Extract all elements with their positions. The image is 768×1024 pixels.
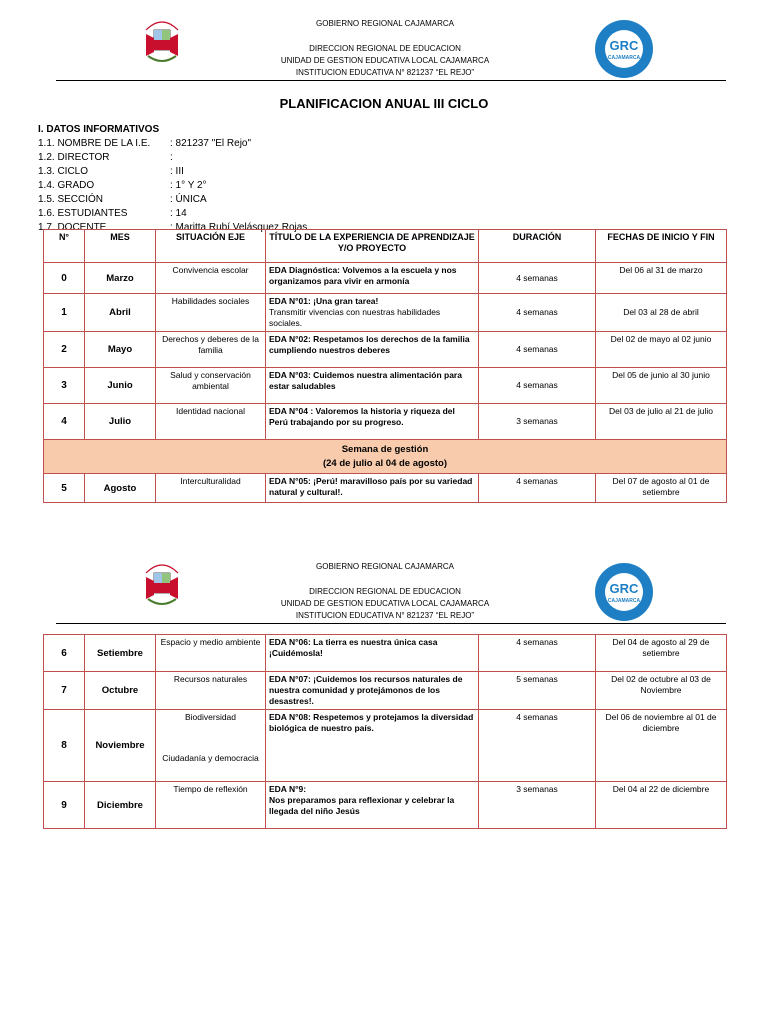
header-direccion: DIRECCION REGIONAL DE EDUCACION [309, 587, 461, 596]
peru-crest-icon [140, 16, 184, 64]
datos-row: 1.7. DOCENTE : Maritta Rubí Velásquez Rojas. [38, 222, 311, 233]
ugel-logo-icon [594, 562, 654, 622]
svg-text:CAJAMARCA: CAJAMARCA [607, 55, 641, 61]
gestion-dates: (24 de julio al 04 de agosto) [322, 457, 448, 469]
header-ugel: UNIDAD DE GESTION EDUCATIVA LOCAL CAJAMARCA [280, 599, 490, 608]
table-row: 3 Junio Salud y conservación ambiental EDA N°03: Cuidemos nuestra alimentación para estar saludables 4 semanas Del 05 de junio al 30 junio [44, 368, 727, 404]
header-gobierno: GOBIERNO REGIONAL CAJAMARCA [316, 19, 454, 28]
page2-header [0, 557, 768, 627]
table-header-row [44, 230, 727, 263]
table-row: 8 Noviembre Biodiversidad Ciudadanía y democracia EDA N°08: Respetemos y protejamos la diversidad biológica de nuestro país. 4 semanas Del 06 de noviembre al 01 de diciembre [44, 710, 727, 782]
table-row: 6 Setiembre Espacio y medio ambiente EDA N°06: La tierra es nuestra única casa ¡Cuidémosla! 4 semanas Del 04 de agosto al 29 de setiembre [44, 635, 727, 672]
table-row: 4 Julio Identidad nacional EDA N°04 : Valoremos la historia y riqueza del Perú trabajando por su progreso. 3 semanas Del 03 de julio al 21 de julio [44, 404, 727, 440]
table-row: 2 Mayo Derechos y deberes de la familia EDA N°02: Respetamos los derechos de la familia cumpliendo nuestros deberes 4 semanas Del 02 de mayo al 02 junio [44, 332, 727, 368]
col-header-eje: SITUACIÓN EJE [156, 230, 266, 263]
gestion-label: Semana de gestión [341, 443, 429, 455]
planning-table-page2 [43, 634, 727, 829]
svg-text:GRC: GRC [609, 581, 639, 596]
col-header-duracion: DURACIÓN [479, 230, 596, 263]
datos-row: 1.5. SECCIÓN : ÚNICA [38, 194, 207, 205]
datos-informativos [38, 123, 311, 235]
datos-row: 1.2. DIRECTOR : [38, 152, 173, 163]
gestion-row [44, 440, 727, 474]
header-direccion: DIRECCION REGIONAL DE EDUCACION [309, 44, 461, 53]
col-header-titulo: TÍTULO DE LA EXPERIENCIA DE APRENDIZAJE Y/O PROYECTO [266, 230, 479, 263]
header-rule [56, 80, 726, 81]
page1-header [0, 14, 768, 84]
table-row: 5 Agosto Interculturalidad EDA N°05: ¡Perú! maravilloso país por su variedad natural y cultural!. 4 semanas Del 07 de agosto al 01 de setiembre [44, 474, 727, 503]
svg-text:GRC: GRC [609, 38, 639, 53]
datos-row: 1.1. NOMBRE DE LA I.E. : 821237 "El Rejo" [38, 138, 252, 149]
header-gobierno: GOBIERNO REGIONAL CAJAMARCA [316, 562, 454, 571]
ugel-logo-icon [594, 19, 654, 79]
datos-row: 1.6. ESTUDIANTES : 14 [38, 208, 187, 219]
planning-table-page1 [43, 229, 727, 503]
col-header-num: N° [44, 230, 85, 263]
table-row: 0 Marzo Convivencia escolar EDA Diagnóstica: Volvemos a la escuela y nos organizamos para vivir en armonía 4 semanas Del 06 al 31 de marzo [44, 263, 727, 294]
header-institucion: INSTITUCION EDUCATIVA N° 821237 “EL REJO” [295, 68, 475, 77]
datos-row: 1.4. GRADO : 1° Y 2° [38, 180, 207, 191]
peru-crest-icon [140, 559, 184, 607]
svg-text:CAJAMARCA: CAJAMARCA [607, 598, 641, 604]
header-rule [56, 623, 726, 624]
table-row: 1 Abril Habilidades sociales EDA N°01: ¡Una gran tarea! Transmitir vivencias con nuestras habilidades sociales. 4 semanas Del 03 al 28 de abril [44, 294, 727, 332]
document-title: PLANIFICACION ANUAL III CICLO [279, 96, 489, 111]
datos-row: 1.3. CICLO : III [38, 166, 184, 177]
table-row: 9 Diciembre Tiempo de reflexión EDA N°9: Nos preparamos para reflexionar y celebrar la llegada del niño Jesús 3 semanas Del 04 al 22 de diciembre [44, 782, 727, 829]
col-header-mes: MES [85, 230, 156, 263]
datos-heading: I. DATOS INFORMATIVOS [38, 124, 160, 135]
table-row: 7 Octubre Recursos naturales EDA N°07: ¡Cuidemos los recursos naturales de nuestra comunidad y protejámonos de los desastres!. 5 semanas Del 02 de octubre al 03 de Noviembre [44, 672, 727, 710]
col-header-fechas: FECHAS DE INICIO Y FIN [596, 230, 727, 263]
header-ugel: UNIDAD DE GESTION EDUCATIVA LOCAL CAJAMARCA [280, 56, 490, 65]
header-institucion: INSTITUCION EDUCATIVA N° 821237 “EL REJO” [295, 611, 475, 620]
